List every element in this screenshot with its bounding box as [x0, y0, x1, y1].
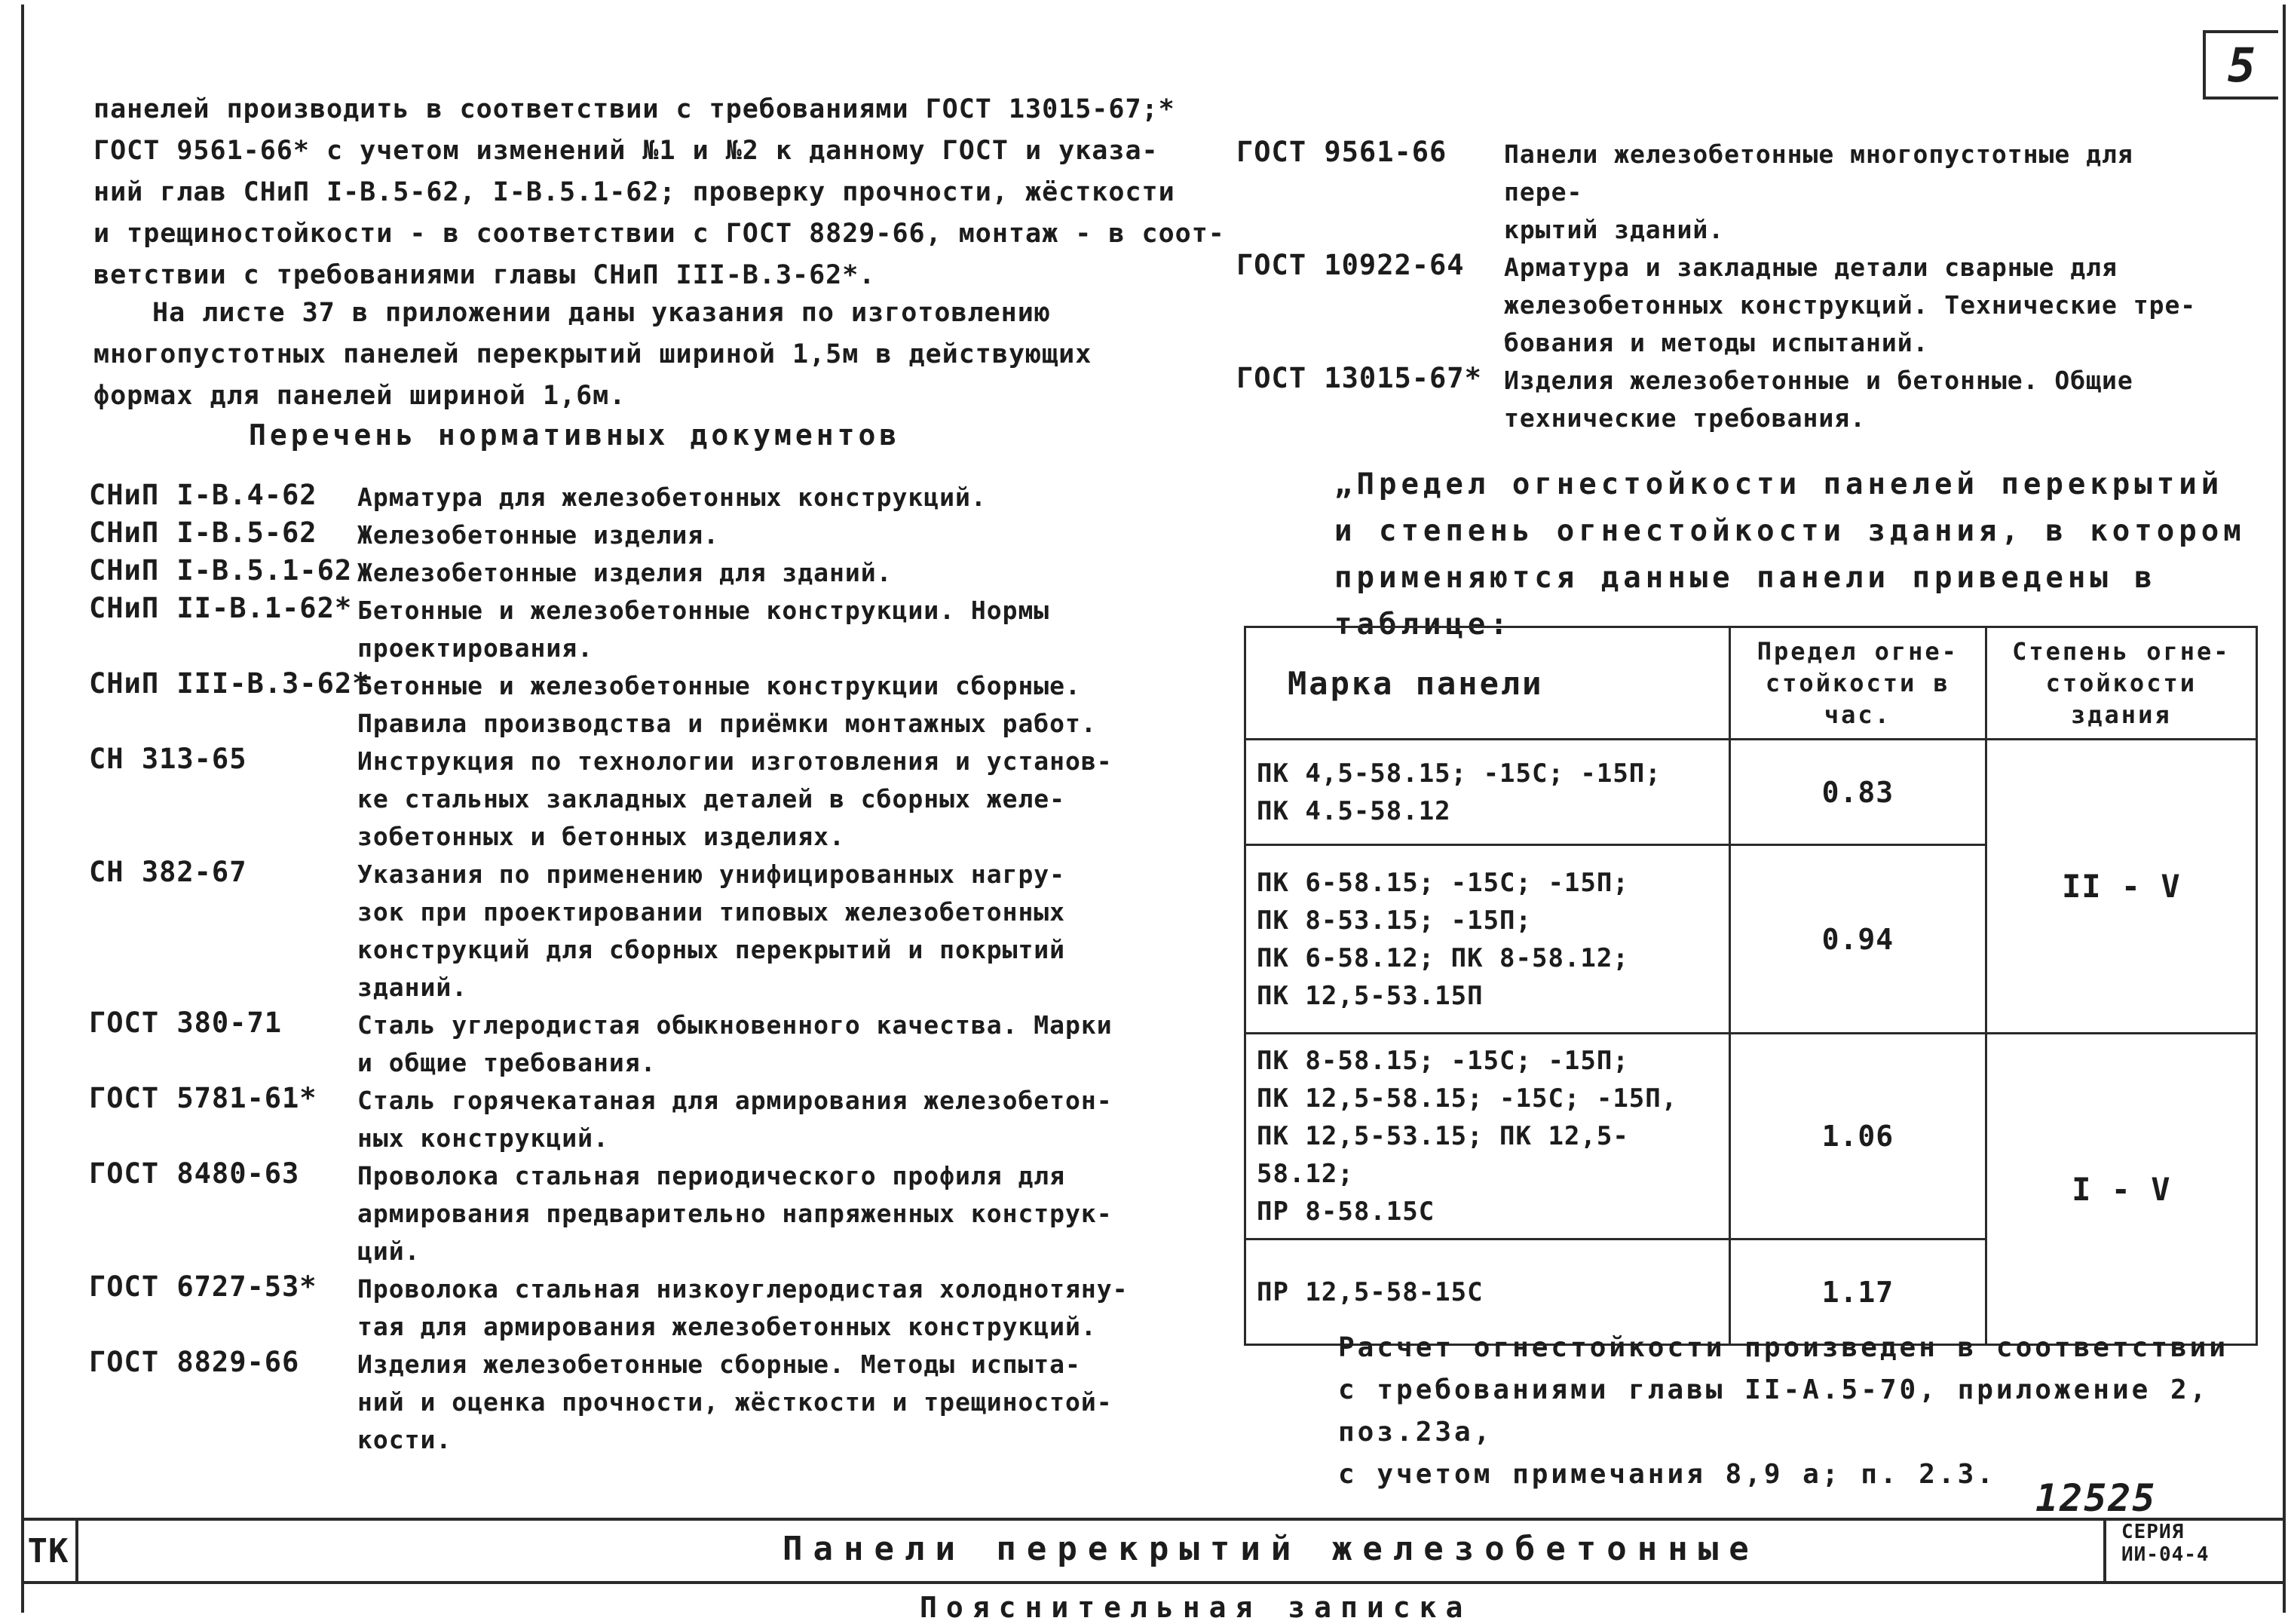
document-entry — [89, 592, 1144, 667]
document-code: ГОСТ 13015-67* — [1236, 362, 1482, 394]
document-entry — [1236, 136, 2216, 249]
document-title: Железобетонные изделия для зданий. — [357, 558, 893, 587]
document-title: Панели железобетонные многопустотные для пере- крытий зданий. — [1504, 139, 2133, 244]
document-title: Изделия железобетонные сборные. Методы испыта- ний и оценка прочности, жёсткости и трещиностой- кости. — [357, 1350, 1113, 1454]
list-heading: Перечень нормативных документов — [249, 418, 901, 452]
intro-paragraph — [93, 89, 1225, 296]
document-title: Арматура для железобетонных конструкций. — [357, 483, 987, 512]
document-entry — [89, 1082, 1144, 1157]
document-title: Указания по применению унифицированных нагру- зок при проектировании типовых железобетонных конструкций для сборных перекрытий и покрытий зданий. — [357, 859, 1066, 1002]
cell-panel-mark: ПК 6-58.15; -15С; -15П; ПК 8-53.15; -15П; ПК 6-58.12; ПК 8-58.12; ПК 12,5-53.15П — [1245, 845, 1730, 1034]
series-value: ИИ-04-4 — [2121, 1543, 2210, 1566]
cell-fire-degree: I - V — [1986, 1034, 2256, 1345]
document-code: СНиП I-В.5.1-62 — [89, 554, 353, 587]
note-line: На листе 37 в приложении даны указания по изготовлению — [152, 298, 1051, 328]
document-code: ГОСТ 8829-66 — [89, 1346, 300, 1378]
title-block-subtitle: Пояснительная записка — [920, 1591, 1472, 1624]
document-title: Бетонные и железобетонные конструкции сборные. Правила производства и приёмки монтажных работ. — [357, 671, 1097, 738]
page-number: 5 — [2203, 30, 2278, 100]
document-entry — [89, 479, 1144, 516]
document-title: Бетонные и железобетонные конструкции. Нормы проектирования. — [357, 596, 1050, 663]
cell-fire-limit: 0.83 — [1730, 740, 1986, 845]
series-label: СЕРИЯ — [2121, 1521, 2185, 1543]
document-title: Сталь углеродистая обыкновенного качества. Марки и общие требования. — [357, 1010, 1113, 1077]
cell-panel-mark: ПР 12,5-58-15С — [1245, 1239, 1730, 1345]
document-entry — [89, 1157, 1144, 1270]
cell-panel-mark: ПК 4,5-58.15; -15С; -15П; ПК 4.5-58.12 — [1245, 740, 1730, 845]
document-title: Проволока стальная низкоуглеродистая холоднотяну- тая для армирования железобетонных конструкций. — [357, 1274, 1129, 1341]
document-entry — [89, 1346, 1144, 1459]
intro-line: ний глав СНиП I-В.5-62, I-В.5.1-62; проверку прочности, жёсткости — [93, 177, 1175, 207]
registration-number: 12525 — [2035, 1476, 2157, 1520]
cell-fire-degree: II - V — [1986, 740, 2256, 1034]
cell-panel-mark: ПК 8-58.15; -15С; -15П; ПК 12,5-58.15; -15С; -15П, ПК 12,5-53.15; ПК 12,5-58.12; ПР 8-58.15С — [1245, 1034, 1730, 1239]
title-block-title: Панели перекрытий железобетонные — [783, 1530, 1760, 1568]
document-entry — [89, 667, 1144, 743]
document-code: СНиП III-В.3-62* — [89, 667, 370, 700]
title-block-code: ТК — [21, 1521, 78, 1581]
cell-fire-limit: 1.17 — [1730, 1239, 1986, 1345]
document-code: ГОСТ 6727-53* — [89, 1270, 317, 1303]
document-entry — [89, 856, 1144, 1007]
document-entry — [89, 1007, 1144, 1082]
document-code: ГОСТ 380-71 — [89, 1007, 283, 1039]
fire-resistance-heading: „Предел огнестойкости панелей перекрытий и степень огнестойкости здания, в котором применяются данные панели приведены в таблице: — [1334, 467, 2246, 642]
document-entry — [1236, 249, 2216, 362]
intro-line: и трещиностойкости - в соответствии с ГОСТ 8829-66, монтаж - в соот- — [93, 219, 1225, 249]
document-code: ГОСТ 8480-63 — [89, 1157, 300, 1190]
title-block-series — [2103, 1521, 2291, 1581]
document-title: Железобетонные изделия. — [357, 520, 719, 550]
document-code: СНиП II-В.1-62* — [89, 592, 353, 624]
document-code: СНиП I-В.4-62 — [89, 479, 317, 511]
calculation-note: Расчет огнестойкости произведен в соответствии с требованиями главы II-А.5-70, приложение 2, поз.23а, с учетом примечания 8,9 а; п. 2.3. — [1338, 1332, 2228, 1490]
note-line: многопустотных панелей перекрытий шириной 1,5м в действующих — [93, 339, 1092, 369]
document-entry — [1236, 362, 2216, 437]
intro-line: ветствии с требованиями главы СНиП III-В.3-62*. — [93, 260, 876, 290]
document-list-right — [1236, 136, 2216, 437]
document-title: Сталь горячекатаная для армирования железобетон- ных конструкций. — [357, 1086, 1113, 1153]
table-row — [1245, 740, 2257, 845]
cell-fire-limit: 0.94 — [1730, 845, 1986, 1034]
title-block — [21, 1518, 2283, 1584]
document-code: ГОСТ 9561-66 — [1236, 136, 1447, 168]
table-row — [1245, 1034, 2257, 1239]
document-title: Инструкция по технологии изготовления и установ- ке стальных закладных деталей в сборных желе- зобетонных и бетонных изделиях. — [357, 746, 1113, 851]
header-fire-degree: Степень огне- стойкости здания — [1986, 627, 2256, 740]
note-line: формах для панелей шириной 1,6м. — [93, 381, 626, 411]
document-entry — [89, 743, 1144, 856]
document-code: ГОСТ 5781-61* — [89, 1082, 317, 1114]
intro-line: ГОСТ 9561-66* с учетом изменений №1 и №2 к данному ГОСТ и указа- — [93, 136, 1159, 166]
note-paragraph — [93, 293, 1092, 417]
document-entry — [89, 1270, 1144, 1346]
document-code: ГОСТ 10922-64 — [1236, 249, 1465, 281]
header-panel-mark: Марка панели — [1245, 627, 1730, 740]
fire-resistance-table — [1244, 626, 2258, 1346]
document-code: СН 313-65 — [89, 743, 247, 775]
intro-line: панелей производить в соответствии с требованиями ГОСТ 13015-67;* — [93, 94, 1175, 124]
document-entry — [89, 554, 1144, 592]
document-title: Арматура и закладные детали сварные для железобетонных конструкций. Технические тре- бования и методы испытаний. — [1504, 253, 2197, 357]
document-list-left — [89, 479, 1144, 1459]
document-title: Изделия железобетонные и бетонные. Общие технические требования. — [1504, 366, 2133, 433]
header-fire-limit: Предел огне- стойкости в час. — [1730, 627, 1986, 740]
document-code: СНиП I-В.5-62 — [89, 516, 317, 549]
cell-fire-limit: 1.06 — [1730, 1034, 1986, 1239]
document-entry — [89, 516, 1144, 554]
document-code: СН 382-67 — [89, 856, 247, 888]
table-header-row — [1245, 627, 2257, 740]
document-title: Проволока стальная периодического профиля для армирования предварительно напряженных конструк- ций. — [357, 1161, 1113, 1266]
